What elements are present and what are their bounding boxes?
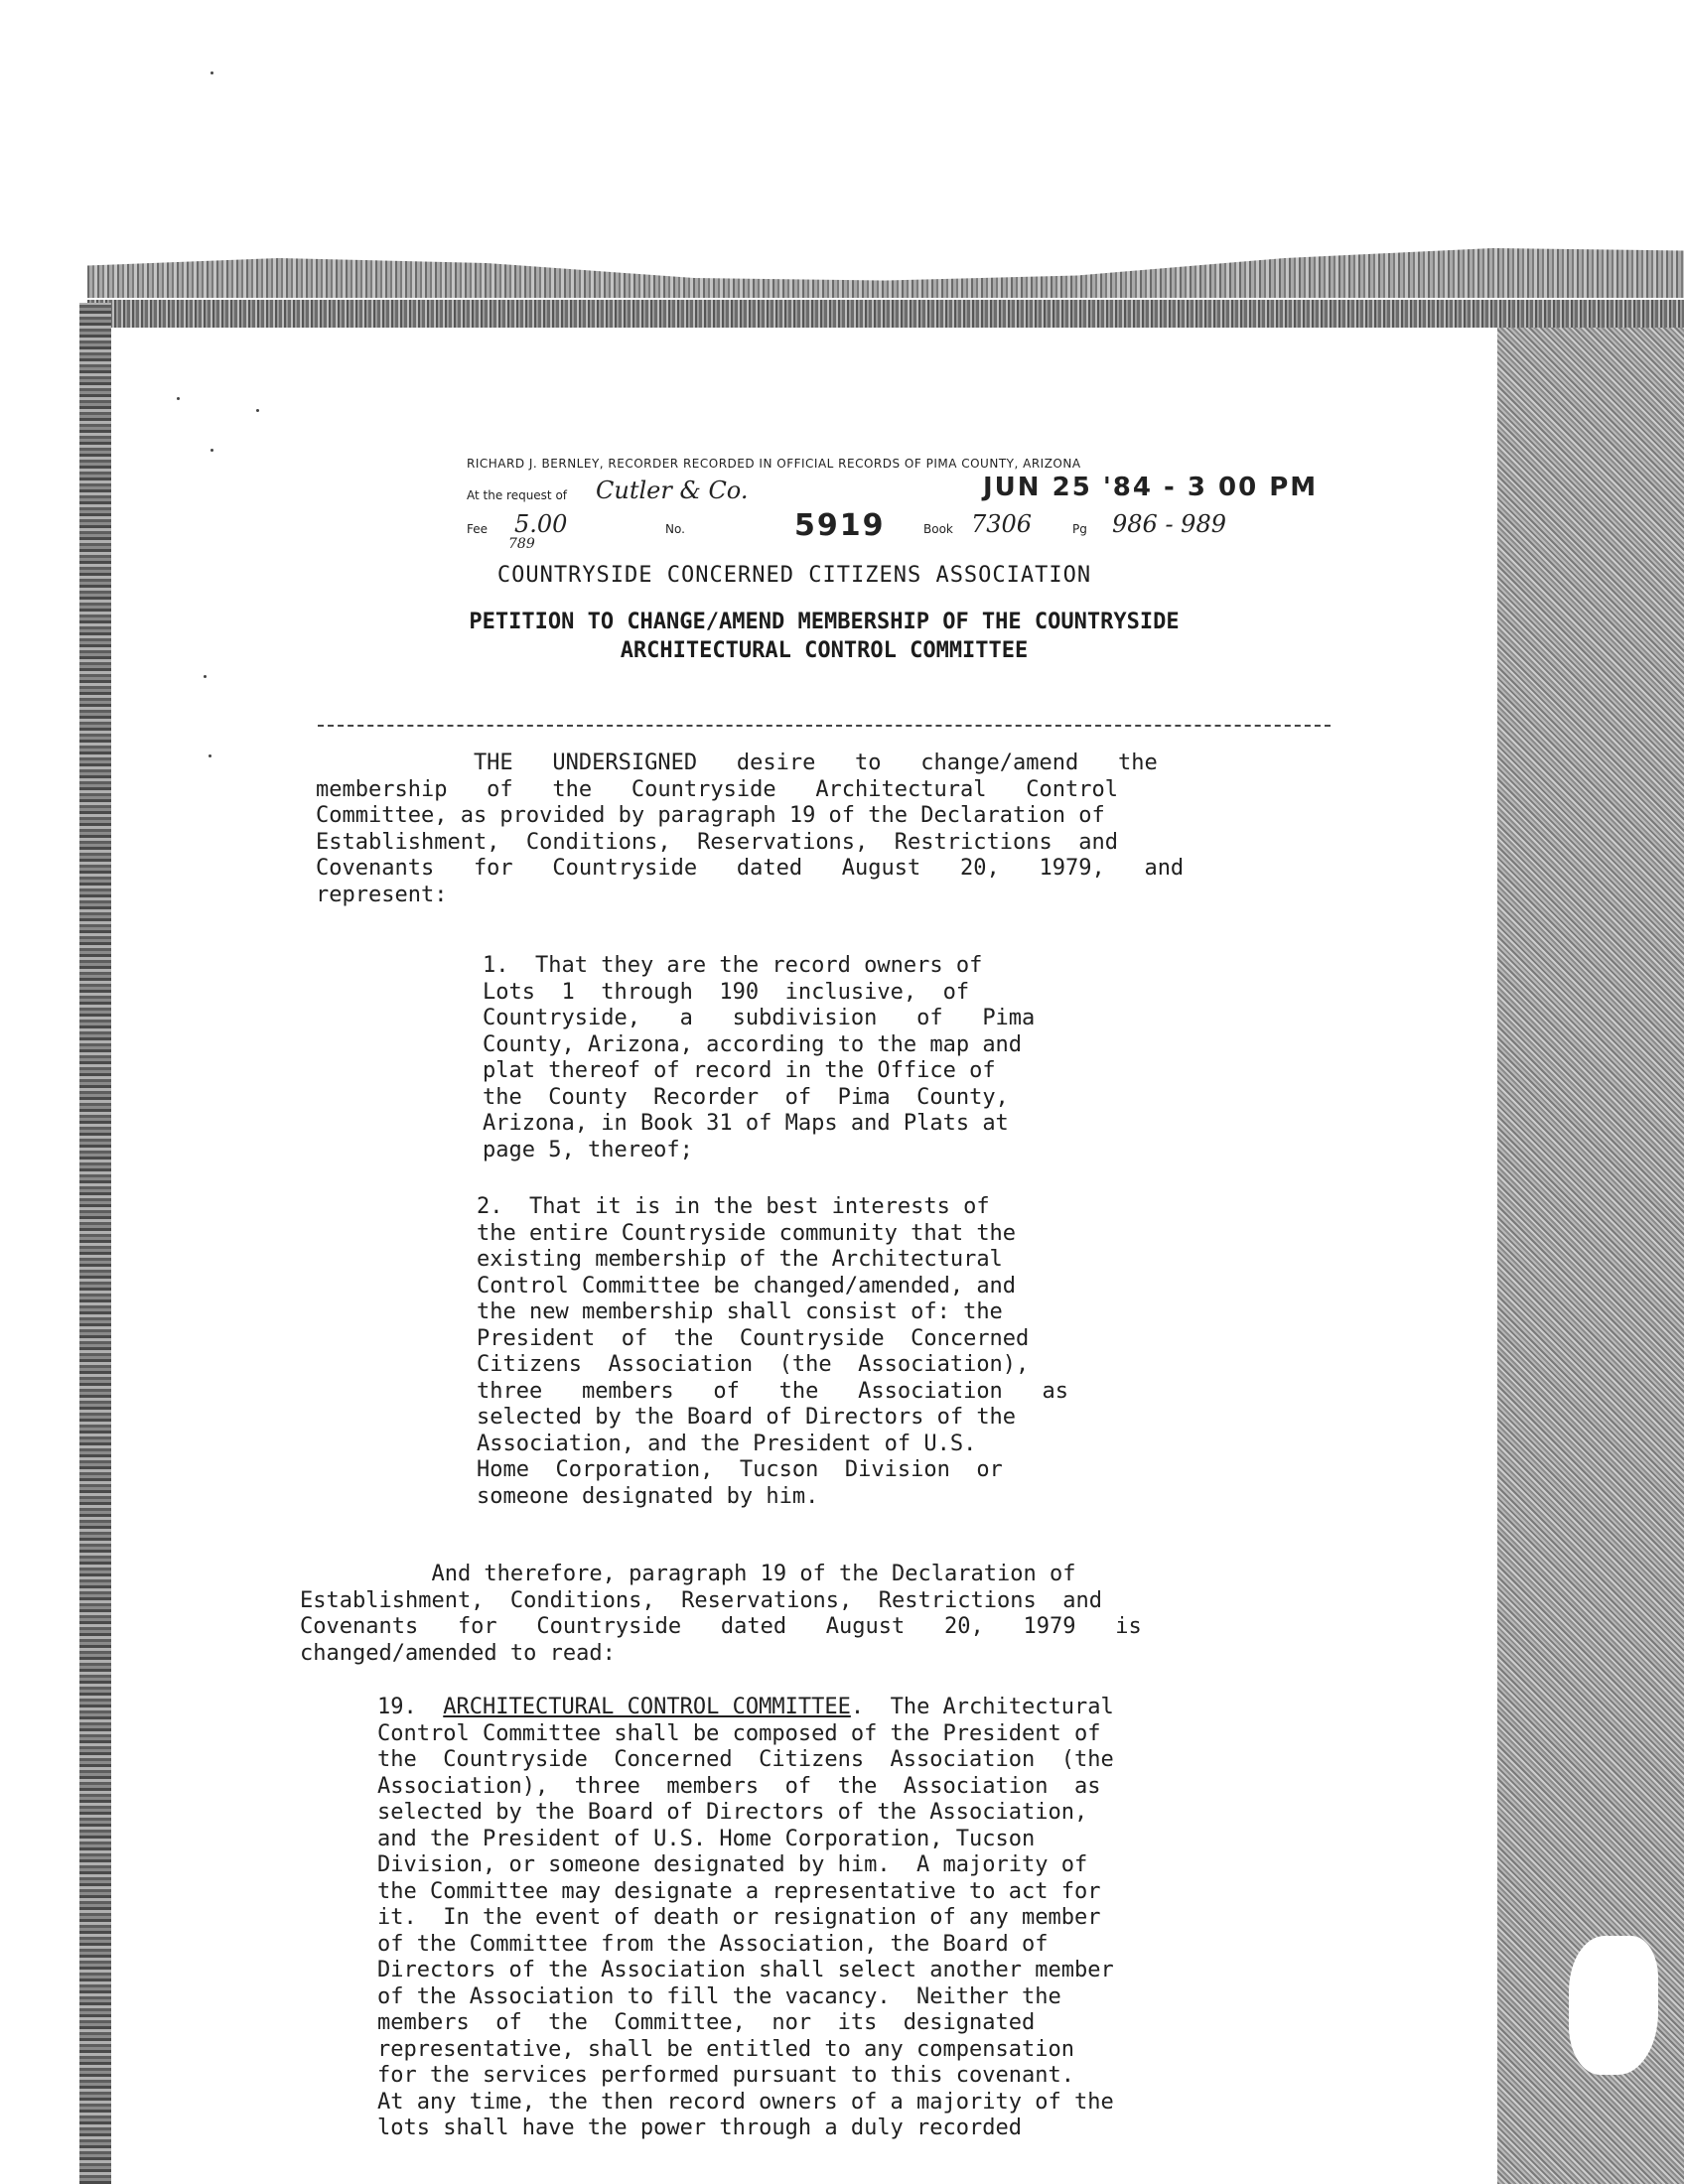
paragraph-19-number: 19.	[377, 1695, 444, 1719]
scan-edge-top-strip	[87, 300, 1684, 328]
scan-edge-left	[79, 303, 111, 2184]
page-range: 986 - 989	[1112, 510, 1226, 538]
fee-value: 5.00	[514, 510, 568, 538]
scan-speck	[204, 675, 207, 678]
recording-stamp	[467, 457, 1319, 552]
stamp-row-request	[467, 473, 1319, 510]
stamp-row-fee	[467, 510, 1281, 544]
paragraph-19	[377, 1695, 1114, 2142]
recorded-datetime: JUN 25 '84 - 3 00 PM	[983, 473, 1319, 502]
recorder-line: RICHARD J. BERNLEY, RECORDER RECORDED IN OFFICIAL RECORDS OF PIMA COUNTY, ARIZONA	[467, 457, 1081, 471]
request-label: At the request of	[467, 488, 568, 502]
scan-speck	[209, 754, 211, 757]
scan-speck	[210, 71, 213, 74]
scan-edge-top	[87, 248, 1684, 298]
scan-speck	[210, 449, 213, 452]
no-label: No.	[665, 522, 685, 536]
scan-edge-right	[1497, 328, 1684, 2184]
paragraph-19-body: Control Committee shall be composed of the President of the Countryside Concerned Citizens Association (the Association), three members of the Association as selected by the Board of Directors of the Association, and the President of U.S. Home Corporation, Tucson Division, or someone designated by him. A majority of the Committee may designate a representative to act for it. In the event of death or resignation of any member of the Committee from the Association, the Board of Directors of the Association shall select another member of the Association to fill the vacancy. Neither the members of the Committee, nor its designated representative, shall be entitled to any compensation for the services performed pursuant to this covenant. At any time, the then record owners of a majority of the lots shall have the power through a duly recorded	[377, 1720, 1114, 2140]
petition-title: PETITION TO CHANGE/AMEND MEMBERSHIP OF THE COUNTRYSIDE ARCHITECTURAL CONTROL COMMITTEE	[469, 610, 1180, 663]
book-label: Book	[923, 522, 953, 536]
page-label: Pg	[1072, 522, 1087, 536]
request-value: Cutler & Co.	[596, 477, 749, 504]
book-value: 7306	[971, 510, 1033, 538]
scan-speck	[177, 397, 180, 400]
scan-torn-notch	[1569, 1936, 1658, 2075]
scan-speck	[256, 409, 259, 412]
margin-mark: 789	[508, 536, 535, 552]
organization-name: COUNTRYSIDE CONCERNED CITIZENS ASSOCIATION	[496, 563, 1092, 588]
paragraph-19-heading: ARCHITECTURAL CONTROL COMMITTEE	[443, 1695, 851, 1719]
divider	[318, 725, 1331, 727]
intro-paragraph: THE UNDERSIGNED desire to change/amend the membership of the Countryside Architectural Control Committee, as provided by paragraph 19 of the Declaration of Establishment, Conditions, Reservations, Restrictions and Covenants for Countryside dated August 20, 1979, and represent:	[316, 751, 1185, 907]
docket-number: 5919	[794, 508, 886, 543]
fee-label: Fee	[467, 522, 489, 536]
paragraph-19-first-line: . The Architectural	[850, 1695, 1114, 1719]
therefore-paragraph: And therefore, paragraph 19 of the Declaration of Establishment, Conditions, Reservations, Restrictions and Covenants for Countryside dated August 20, 1979 is changed/amended to read:	[300, 1562, 1142, 1666]
recital-item-2: 2. That it is in the best interests of the entire Countryside community that the existing membership of the Architectural Control Committee be changed/amended, and the new membership shall consist of: the President of the Countryside Concerned Citizens Association (the Association), three members of the Association as selected by the Board of Directors of the Association, and the President of U.S. Home Corporation, Tucson Division or someone designated by him.	[477, 1194, 1069, 1509]
recital-item-1: 1. That they are the record owners of Lots 1 through 190 inclusive, of Countryside, a subdivision of Pima County, Arizona, according to the map and plat thereof of record in the Office of the County Recorder of Pima County, Arizona, in Book 31 of Maps and Plats at page 5, thereof;	[483, 953, 1036, 1162]
